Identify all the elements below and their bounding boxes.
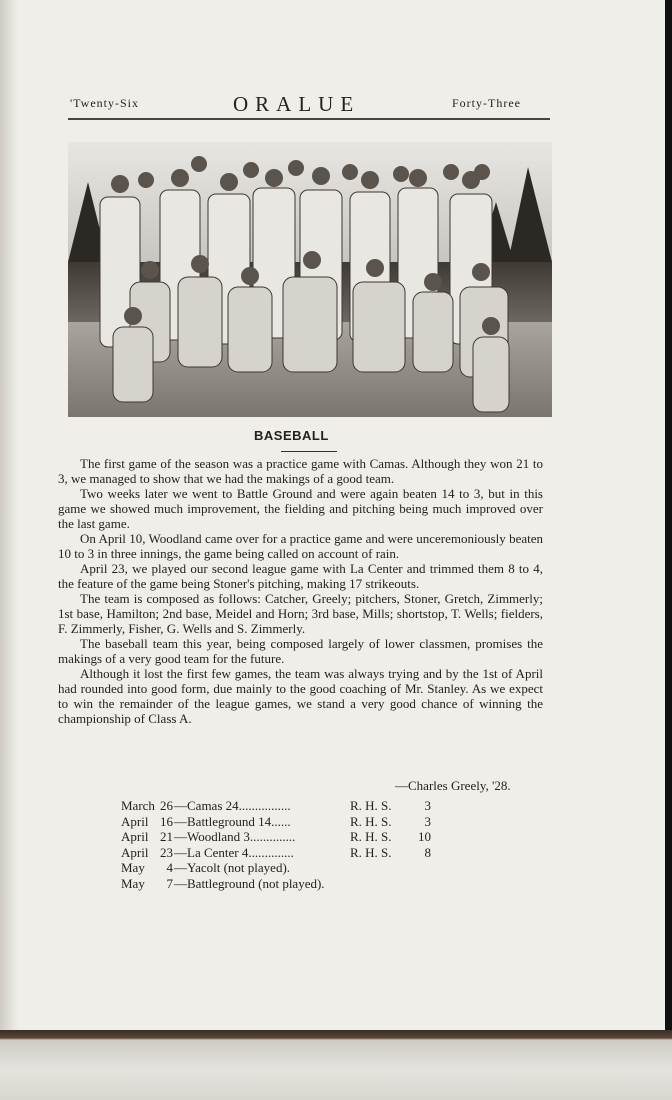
spine-shadow [0, 0, 18, 1040]
running-head-right: Forty-Three [452, 96, 521, 110]
running-head-title: ORALUE [233, 92, 361, 116]
team-score: 8 [424, 844, 431, 860]
opponent-score: —Battleground 14...... [174, 813, 291, 829]
team-photo [68, 142, 552, 417]
game-day: 23 [160, 844, 173, 860]
team-photo-figures [68, 142, 552, 417]
team-score: 3 [424, 798, 431, 813]
schedule-row [121, 829, 451, 845]
header-rule [68, 118, 550, 120]
game-month: March [121, 798, 155, 813]
opponent-score: —Camas 24................ [174, 798, 291, 813]
paragraph: The first game of the season was a practice game with Camas. Although they won 21 to 3, we managed to show that we had the makings of a good team. [58, 456, 543, 486]
opponent-score: —Battleground (not played). [174, 875, 325, 891]
book-bottom-edge [0, 1030, 672, 1100]
game-day: 21 [160, 829, 173, 845]
paragraph: April 23, we played our second league game with La Center and trimmed them 8 to 4, the feature of the game being Stoner's pitching, making 17 strikeouts. [58, 561, 543, 591]
running-head-left: 'Twenty-Six [70, 96, 139, 110]
game-day: 16 [160, 813, 173, 829]
game-month: May [121, 875, 145, 891]
schedule-row [121, 860, 451, 876]
team-name: R. H. S. [350, 798, 392, 813]
game-month: May [121, 860, 145, 876]
team-name: R. H. S. [350, 813, 392, 829]
schedule-row [121, 798, 451, 814]
game-month: April [121, 844, 149, 860]
game-day: 26 [160, 798, 173, 813]
author-signature: —Charles Greely, '28. [395, 778, 511, 793]
page-edge-shadow [665, 0, 672, 1100]
team-score: 3 [424, 813, 431, 829]
paragraph: Two weeks later we went to Battle Ground and were again beaten 14 to 3, but in this game we showed much improvement, the fielding and pitching being much improved over the last game. [58, 486, 543, 531]
article-body [58, 456, 543, 726]
schedule-row [121, 876, 451, 892]
heading-underline [281, 451, 337, 452]
paragraph: On April 10, Woodland came over for a practice game and were unceremoniously beaten 10 to 3 in three innings, the game being called on account of rain. [58, 531, 543, 561]
paragraph: The baseball team this year, being composed largely of lower classmen, promises the makings of a very good team for the future. [58, 636, 543, 666]
player-heads [111, 156, 490, 193]
game-day: 7 [166, 875, 173, 891]
schedule-row [121, 845, 451, 861]
game-month: April [121, 813, 149, 829]
opponent-score: —La Center 4.............. [174, 844, 294, 860]
opponent-score: —Yacolt (not played). [174, 860, 291, 876]
game-day: 4 [166, 860, 173, 876]
game-month: April [121, 829, 149, 845]
game-schedule [121, 798, 451, 892]
schedule-row [121, 814, 451, 830]
paragraph: Although it lost the first few games, the team was always trying and by the 1st of April had rounded into good form, due mainly to the good coaching of Mr. Stanley. As we expect to win the remainder of the league games, we stand a very good chance of winning the championship of Class A. [58, 666, 543, 726]
article-heading: BASEBALL [254, 428, 329, 443]
team-name: R. H. S. [350, 829, 392, 845]
team-score: 10 [418, 829, 431, 845]
team-name: R. H. S. [350, 844, 392, 860]
paragraph: The team is composed as follows: Catcher, Greely; pitchers, Stoner, Gretch, Zimmerly; 1st base, Hamilton; 2nd base, Meidel and Horn; 3rd base, Mills; shortstop, T. Wells; fielders, F. Zimmerly, Fisher, G. Wells and S. Zimmerly. [58, 591, 543, 636]
opponent-score: —Woodland 3.............. [174, 829, 296, 845]
